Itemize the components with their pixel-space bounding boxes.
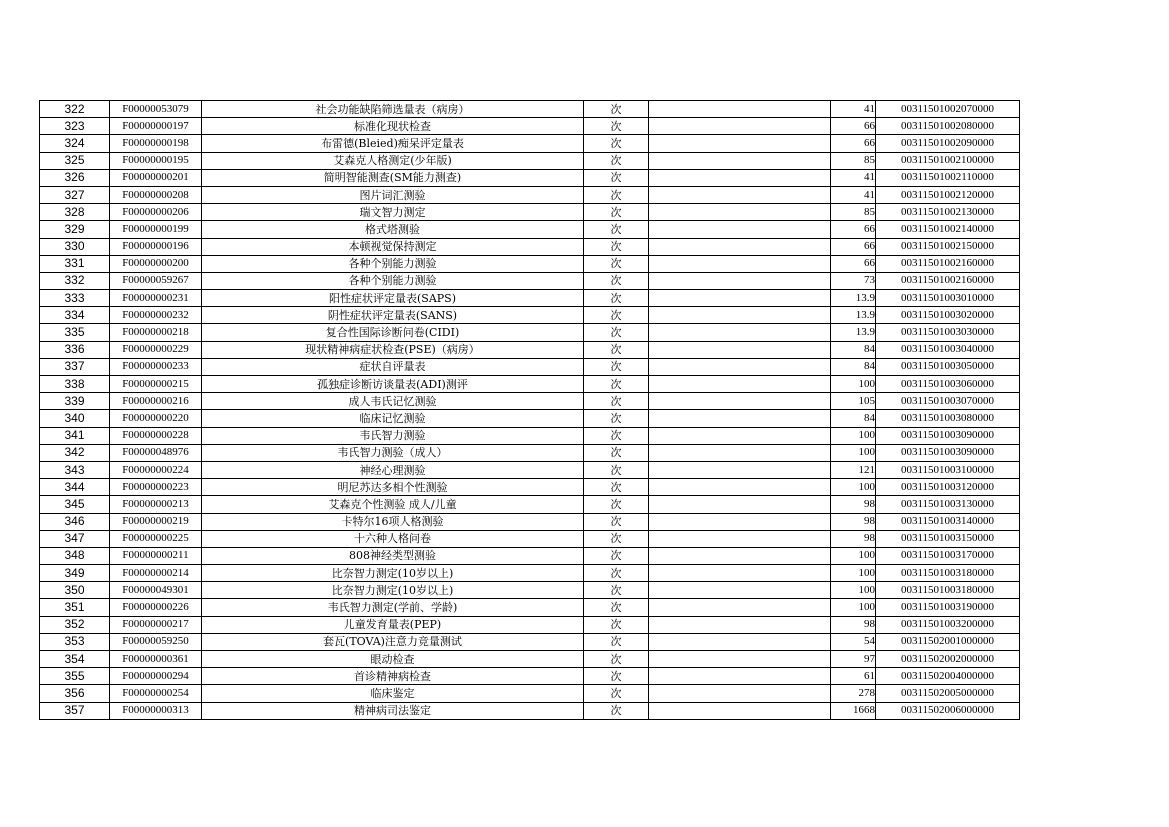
item-code-cell: F00000053079 [110, 101, 202, 118]
blank-cell [649, 513, 831, 530]
table-row [40, 324, 1020, 341]
item-name-cell: 成人韦氏记忆测验 [202, 393, 584, 410]
blank-cell [649, 118, 831, 135]
standard-code-cell: 00311501002160000 [876, 255, 1020, 272]
unit-cell: 次 [584, 461, 649, 478]
standard-code-cell: 00311501002090000 [876, 135, 1020, 152]
price-cell: 54 [831, 633, 876, 650]
table-row [40, 599, 1020, 616]
price-cell: 41 [831, 169, 876, 186]
price-cell: 100 [831, 599, 876, 616]
unit-cell: 次 [584, 238, 649, 255]
unit-cell: 次 [584, 616, 649, 633]
standard-code-cell: 00311502004000000 [876, 668, 1020, 685]
item-name-cell: 儿童发育量表(PEP) [202, 616, 584, 633]
row-number-cell: 342 [40, 444, 110, 461]
item-code-cell: F00000000196 [110, 238, 202, 255]
item-code-cell: F00000000294 [110, 668, 202, 685]
table-row [40, 135, 1020, 152]
item-code-cell: F00000000201 [110, 169, 202, 186]
blank-cell [649, 255, 831, 272]
item-name-cell: 图片词汇测验 [202, 186, 584, 203]
table-row [40, 582, 1020, 599]
row-number-cell: 339 [40, 393, 110, 410]
unit-cell: 次 [584, 358, 649, 375]
blank-cell [649, 238, 831, 255]
item-code-cell: F00000000254 [110, 685, 202, 702]
table-row [40, 530, 1020, 547]
standard-code-cell: 00311501003190000 [876, 599, 1020, 616]
item-name-cell: 韦氏智力测定(学前、学龄) [202, 599, 584, 616]
standard-code-cell: 00311501003040000 [876, 341, 1020, 358]
price-cell: 100 [831, 444, 876, 461]
item-code-cell: F00000000233 [110, 358, 202, 375]
standard-code-cell: 00311501002070000 [876, 101, 1020, 118]
table-row [40, 393, 1020, 410]
price-cell: 73 [831, 272, 876, 289]
standard-code-cell: 00311502006000000 [876, 702, 1020, 719]
item-code-cell: F00000000206 [110, 204, 202, 221]
unit-cell: 次 [584, 530, 649, 547]
table-row [40, 272, 1020, 289]
table-row [40, 238, 1020, 255]
standard-code-cell: 00311501003170000 [876, 547, 1020, 564]
unit-cell: 次 [584, 221, 649, 238]
blank-cell [649, 633, 831, 650]
blank-cell [649, 444, 831, 461]
item-name-cell: 韦氏智力测验（成人） [202, 444, 584, 461]
blank-cell [649, 290, 831, 307]
blank-cell [649, 204, 831, 221]
item-code-cell: F00000000361 [110, 651, 202, 668]
item-code-cell: F00000000219 [110, 513, 202, 530]
standard-code-cell: 00311501003050000 [876, 358, 1020, 375]
price-cell: 66 [831, 238, 876, 255]
unit-cell: 次 [584, 152, 649, 169]
unit-cell: 次 [584, 444, 649, 461]
row-number-cell: 349 [40, 565, 110, 582]
price-cell: 85 [831, 152, 876, 169]
standard-code-cell: 00311501003120000 [876, 479, 1020, 496]
table-row [40, 410, 1020, 427]
row-number-cell: 335 [40, 324, 110, 341]
unit-cell: 次 [584, 118, 649, 135]
standard-code-cell: 00311501003090000 [876, 444, 1020, 461]
table-row [40, 204, 1020, 221]
price-cell: 85 [831, 204, 876, 221]
row-number-cell: 334 [40, 307, 110, 324]
blank-cell [649, 668, 831, 685]
blank-cell [649, 582, 831, 599]
row-number-cell: 326 [40, 169, 110, 186]
unit-cell: 次 [584, 633, 649, 650]
table-row [40, 616, 1020, 633]
item-name-cell: 各种个别能力测验 [202, 272, 584, 289]
table-row [40, 307, 1020, 324]
row-number-cell: 357 [40, 702, 110, 719]
unit-cell: 次 [584, 479, 649, 496]
price-cell: 100 [831, 582, 876, 599]
row-number-cell: 332 [40, 272, 110, 289]
item-code-cell: F00000000224 [110, 461, 202, 478]
price-cell: 84 [831, 410, 876, 427]
table-row [40, 479, 1020, 496]
blank-cell [649, 393, 831, 410]
blank-cell [649, 272, 831, 289]
blank-cell [649, 341, 831, 358]
item-name-cell: 布雷德(Bleied)痴呆评定量表 [202, 135, 584, 152]
unit-cell: 次 [584, 582, 649, 599]
table-row [40, 152, 1020, 169]
table-row [40, 651, 1020, 668]
row-number-cell: 351 [40, 599, 110, 616]
unit-cell: 次 [584, 393, 649, 410]
row-number-cell: 323 [40, 118, 110, 135]
row-number-cell: 329 [40, 221, 110, 238]
table-row [40, 685, 1020, 702]
price-cell: 13.9 [831, 307, 876, 324]
price-cell: 100 [831, 565, 876, 582]
standard-code-cell: 00311501002130000 [876, 204, 1020, 221]
item-name-cell: 十六种人格问卷 [202, 530, 584, 547]
standard-code-cell: 00311501002160000 [876, 272, 1020, 289]
item-name-cell: 临床鉴定 [202, 685, 584, 702]
standard-code-cell: 00311501002100000 [876, 152, 1020, 169]
item-name-cell: 眼动检查 [202, 651, 584, 668]
item-code-cell: F00000000199 [110, 221, 202, 238]
unit-cell: 次 [584, 702, 649, 719]
item-code-cell: F00000048976 [110, 444, 202, 461]
item-code-cell: F00000000197 [110, 118, 202, 135]
unit-cell: 次 [584, 186, 649, 203]
price-cell: 1668 [831, 702, 876, 719]
table-row [40, 290, 1020, 307]
unit-cell: 次 [584, 341, 649, 358]
row-number-cell: 324 [40, 135, 110, 152]
fee-table [39, 100, 1020, 720]
unit-cell: 次 [584, 324, 649, 341]
row-number-cell: 347 [40, 530, 110, 547]
table-row [40, 358, 1020, 375]
price-cell: 41 [831, 101, 876, 118]
item-name-cell: 神经心理测验 [202, 461, 584, 478]
item-name-cell: 卡特尔16项人格测验 [202, 513, 584, 530]
table-row [40, 186, 1020, 203]
price-cell: 41 [831, 186, 876, 203]
item-code-cell: F00000000229 [110, 341, 202, 358]
table-row [40, 461, 1020, 478]
blank-cell [649, 461, 831, 478]
row-number-cell: 355 [40, 668, 110, 685]
unit-cell: 次 [584, 290, 649, 307]
blank-cell [649, 410, 831, 427]
table-row [40, 427, 1020, 444]
blank-cell [649, 307, 831, 324]
standard-code-cell: 00311501003010000 [876, 290, 1020, 307]
item-name-cell: 标准化现状检查 [202, 118, 584, 135]
table-row [40, 169, 1020, 186]
table-row [40, 376, 1020, 393]
row-number-cell: 322 [40, 101, 110, 118]
price-cell: 121 [831, 461, 876, 478]
standard-code-cell: 00311501003020000 [876, 307, 1020, 324]
standard-code-cell: 00311501003090000 [876, 427, 1020, 444]
item-code-cell: F00000000226 [110, 599, 202, 616]
price-cell: 13.9 [831, 324, 876, 341]
item-name-cell: 比奈智力测定(10岁以上) [202, 565, 584, 582]
unit-cell: 次 [584, 565, 649, 582]
unit-cell: 次 [584, 410, 649, 427]
blank-cell [649, 324, 831, 341]
row-number-cell: 330 [40, 238, 110, 255]
item-name-cell: 艾森克人格测定(少年版) [202, 152, 584, 169]
item-code-cell: F00000000195 [110, 152, 202, 169]
row-number-cell: 341 [40, 427, 110, 444]
item-name-cell: 简明智能测查(SM能力测查) [202, 169, 584, 186]
blank-cell [649, 169, 831, 186]
table-row [40, 255, 1020, 272]
price-cell: 66 [831, 255, 876, 272]
item-code-cell: F00000000228 [110, 427, 202, 444]
price-cell: 97 [831, 651, 876, 668]
table-row [40, 221, 1020, 238]
item-code-cell: F00000059250 [110, 633, 202, 650]
price-cell: 278 [831, 685, 876, 702]
row-number-cell: 343 [40, 461, 110, 478]
unit-cell: 次 [584, 685, 649, 702]
unit-cell: 次 [584, 169, 649, 186]
item-code-cell: F00000000216 [110, 393, 202, 410]
item-name-cell: 症状自评量表 [202, 358, 584, 375]
table-row [40, 496, 1020, 513]
table-row [40, 547, 1020, 564]
blank-cell [649, 186, 831, 203]
blank-cell [649, 651, 831, 668]
row-number-cell: 344 [40, 479, 110, 496]
blank-cell [649, 135, 831, 152]
price-cell: 84 [831, 341, 876, 358]
unit-cell: 次 [584, 496, 649, 513]
table-row [40, 513, 1020, 530]
price-cell: 98 [831, 530, 876, 547]
standard-code-cell: 00311502002000000 [876, 651, 1020, 668]
standard-code-cell: 00311501003080000 [876, 410, 1020, 427]
item-code-cell: F00000049301 [110, 582, 202, 599]
item-name-cell: 首诊精神病检查 [202, 668, 584, 685]
row-number-cell: 327 [40, 186, 110, 203]
row-number-cell: 328 [40, 204, 110, 221]
price-cell: 84 [831, 358, 876, 375]
table-row [40, 668, 1020, 685]
blank-cell [649, 427, 831, 444]
unit-cell: 次 [584, 547, 649, 564]
item-code-cell: F00000000213 [110, 496, 202, 513]
item-code-cell: F00000000198 [110, 135, 202, 152]
standard-code-cell: 00311501002120000 [876, 186, 1020, 203]
item-name-cell: 临床记忆测验 [202, 410, 584, 427]
item-name-cell: 808神经类型测验 [202, 547, 584, 564]
item-name-cell: 现状精神病症状检查(PSE)（病房） [202, 341, 584, 358]
row-number-cell: 352 [40, 616, 110, 633]
row-number-cell: 348 [40, 547, 110, 564]
row-number-cell: 336 [40, 341, 110, 358]
blank-cell [649, 358, 831, 375]
item-code-cell: F00000000218 [110, 324, 202, 341]
unit-cell: 次 [584, 427, 649, 444]
blank-cell [649, 599, 831, 616]
price-cell: 100 [831, 547, 876, 564]
item-name-cell: 孤独症诊断访谈量表(ADI)测评 [202, 376, 584, 393]
item-code-cell: F00000000313 [110, 702, 202, 719]
standard-code-cell: 00311501003140000 [876, 513, 1020, 530]
standard-code-cell: 00311501003180000 [876, 582, 1020, 599]
item-name-cell: 阳性症状评定量表(SAPS) [202, 290, 584, 307]
standard-code-cell: 00311501003130000 [876, 496, 1020, 513]
table-row [40, 702, 1020, 719]
blank-cell [649, 152, 831, 169]
unit-cell: 次 [584, 204, 649, 221]
standard-code-cell: 00311501002140000 [876, 221, 1020, 238]
item-code-cell: F00000000223 [110, 479, 202, 496]
row-number-cell: 345 [40, 496, 110, 513]
row-number-cell: 356 [40, 685, 110, 702]
table-row [40, 633, 1020, 650]
item-code-cell: F00000059267 [110, 272, 202, 289]
row-number-cell: 346 [40, 513, 110, 530]
price-cell: 98 [831, 513, 876, 530]
blank-cell [649, 565, 831, 582]
blank-cell [649, 616, 831, 633]
price-cell: 13.9 [831, 290, 876, 307]
item-code-cell: F00000000232 [110, 307, 202, 324]
table-body [40, 101, 1020, 720]
item-code-cell: F00000000200 [110, 255, 202, 272]
item-code-cell: F00000000215 [110, 376, 202, 393]
row-number-cell: 350 [40, 582, 110, 599]
item-name-cell: 比奈智力测定(10岁以上) [202, 582, 584, 599]
blank-cell [649, 496, 831, 513]
row-number-cell: 325 [40, 152, 110, 169]
standard-code-cell: 00311501002110000 [876, 169, 1020, 186]
blank-cell [649, 547, 831, 564]
row-number-cell: 354 [40, 651, 110, 668]
unit-cell: 次 [584, 651, 649, 668]
row-number-cell: 338 [40, 376, 110, 393]
price-cell: 61 [831, 668, 876, 685]
unit-cell: 次 [584, 272, 649, 289]
standard-code-cell: 00311501003100000 [876, 461, 1020, 478]
item-code-cell: F00000000220 [110, 410, 202, 427]
item-name-cell: 套瓦(TOVA)注意力竞量测试 [202, 633, 584, 650]
blank-cell [649, 479, 831, 496]
unit-cell: 次 [584, 307, 649, 324]
blank-cell [649, 702, 831, 719]
item-name-cell: 社会功能缺陷筛选量表（病房） [202, 101, 584, 118]
item-code-cell: F00000000211 [110, 547, 202, 564]
standard-code-cell: 00311502001000000 [876, 633, 1020, 650]
item-name-cell: 精神病司法鉴定 [202, 702, 584, 719]
unit-cell: 次 [584, 135, 649, 152]
item-name-cell: 艾森克个性测验 成人/儿童 [202, 496, 584, 513]
item-name-cell: 复合性国际诊断问卷(CIDI) [202, 324, 584, 341]
unit-cell: 次 [584, 668, 649, 685]
standard-code-cell: 00311501003180000 [876, 565, 1020, 582]
item-name-cell: 格式塔测验 [202, 221, 584, 238]
blank-cell [649, 101, 831, 118]
item-name-cell: 阴性症状评定量表(SANS) [202, 307, 584, 324]
standard-code-cell: 00311501003150000 [876, 530, 1020, 547]
price-cell: 100 [831, 376, 876, 393]
price-cell: 66 [831, 135, 876, 152]
item-code-cell: F00000000208 [110, 186, 202, 203]
standard-code-cell: 00311501003030000 [876, 324, 1020, 341]
price-cell: 66 [831, 118, 876, 135]
item-code-cell: F00000000225 [110, 530, 202, 547]
price-cell: 98 [831, 496, 876, 513]
table-row [40, 101, 1020, 118]
unit-cell: 次 [584, 513, 649, 530]
table-row [40, 565, 1020, 582]
standard-code-cell: 00311501003200000 [876, 616, 1020, 633]
item-name-cell: 韦氏智力测验 [202, 427, 584, 444]
row-number-cell: 337 [40, 358, 110, 375]
price-cell: 100 [831, 427, 876, 444]
item-name-cell: 本顿视觉保持测定 [202, 238, 584, 255]
item-name-cell: 明尼苏达多相个性测验 [202, 479, 584, 496]
item-code-cell: F00000000231 [110, 290, 202, 307]
row-number-cell: 333 [40, 290, 110, 307]
standard-code-cell: 00311501002150000 [876, 238, 1020, 255]
price-cell: 105 [831, 393, 876, 410]
unit-cell: 次 [584, 599, 649, 616]
table-row [40, 118, 1020, 135]
standard-code-cell: 00311501003060000 [876, 376, 1020, 393]
unit-cell: 次 [584, 255, 649, 272]
price-cell: 66 [831, 221, 876, 238]
blank-cell [649, 221, 831, 238]
standard-code-cell: 00311502005000000 [876, 685, 1020, 702]
table-row [40, 341, 1020, 358]
item-name-cell: 各种个别能力测验 [202, 255, 584, 272]
blank-cell [649, 530, 831, 547]
price-cell: 98 [831, 616, 876, 633]
item-code-cell: F00000000217 [110, 616, 202, 633]
standard-code-cell: 00311501002080000 [876, 118, 1020, 135]
price-cell: 100 [831, 479, 876, 496]
row-number-cell: 340 [40, 410, 110, 427]
item-code-cell: F00000000214 [110, 565, 202, 582]
unit-cell: 次 [584, 376, 649, 393]
item-name-cell: 瑞文智力测定 [202, 204, 584, 221]
blank-cell [649, 685, 831, 702]
unit-cell: 次 [584, 101, 649, 118]
row-number-cell: 331 [40, 255, 110, 272]
standard-code-cell: 00311501003070000 [876, 393, 1020, 410]
table-row [40, 444, 1020, 461]
blank-cell [649, 376, 831, 393]
row-number-cell: 353 [40, 633, 110, 650]
